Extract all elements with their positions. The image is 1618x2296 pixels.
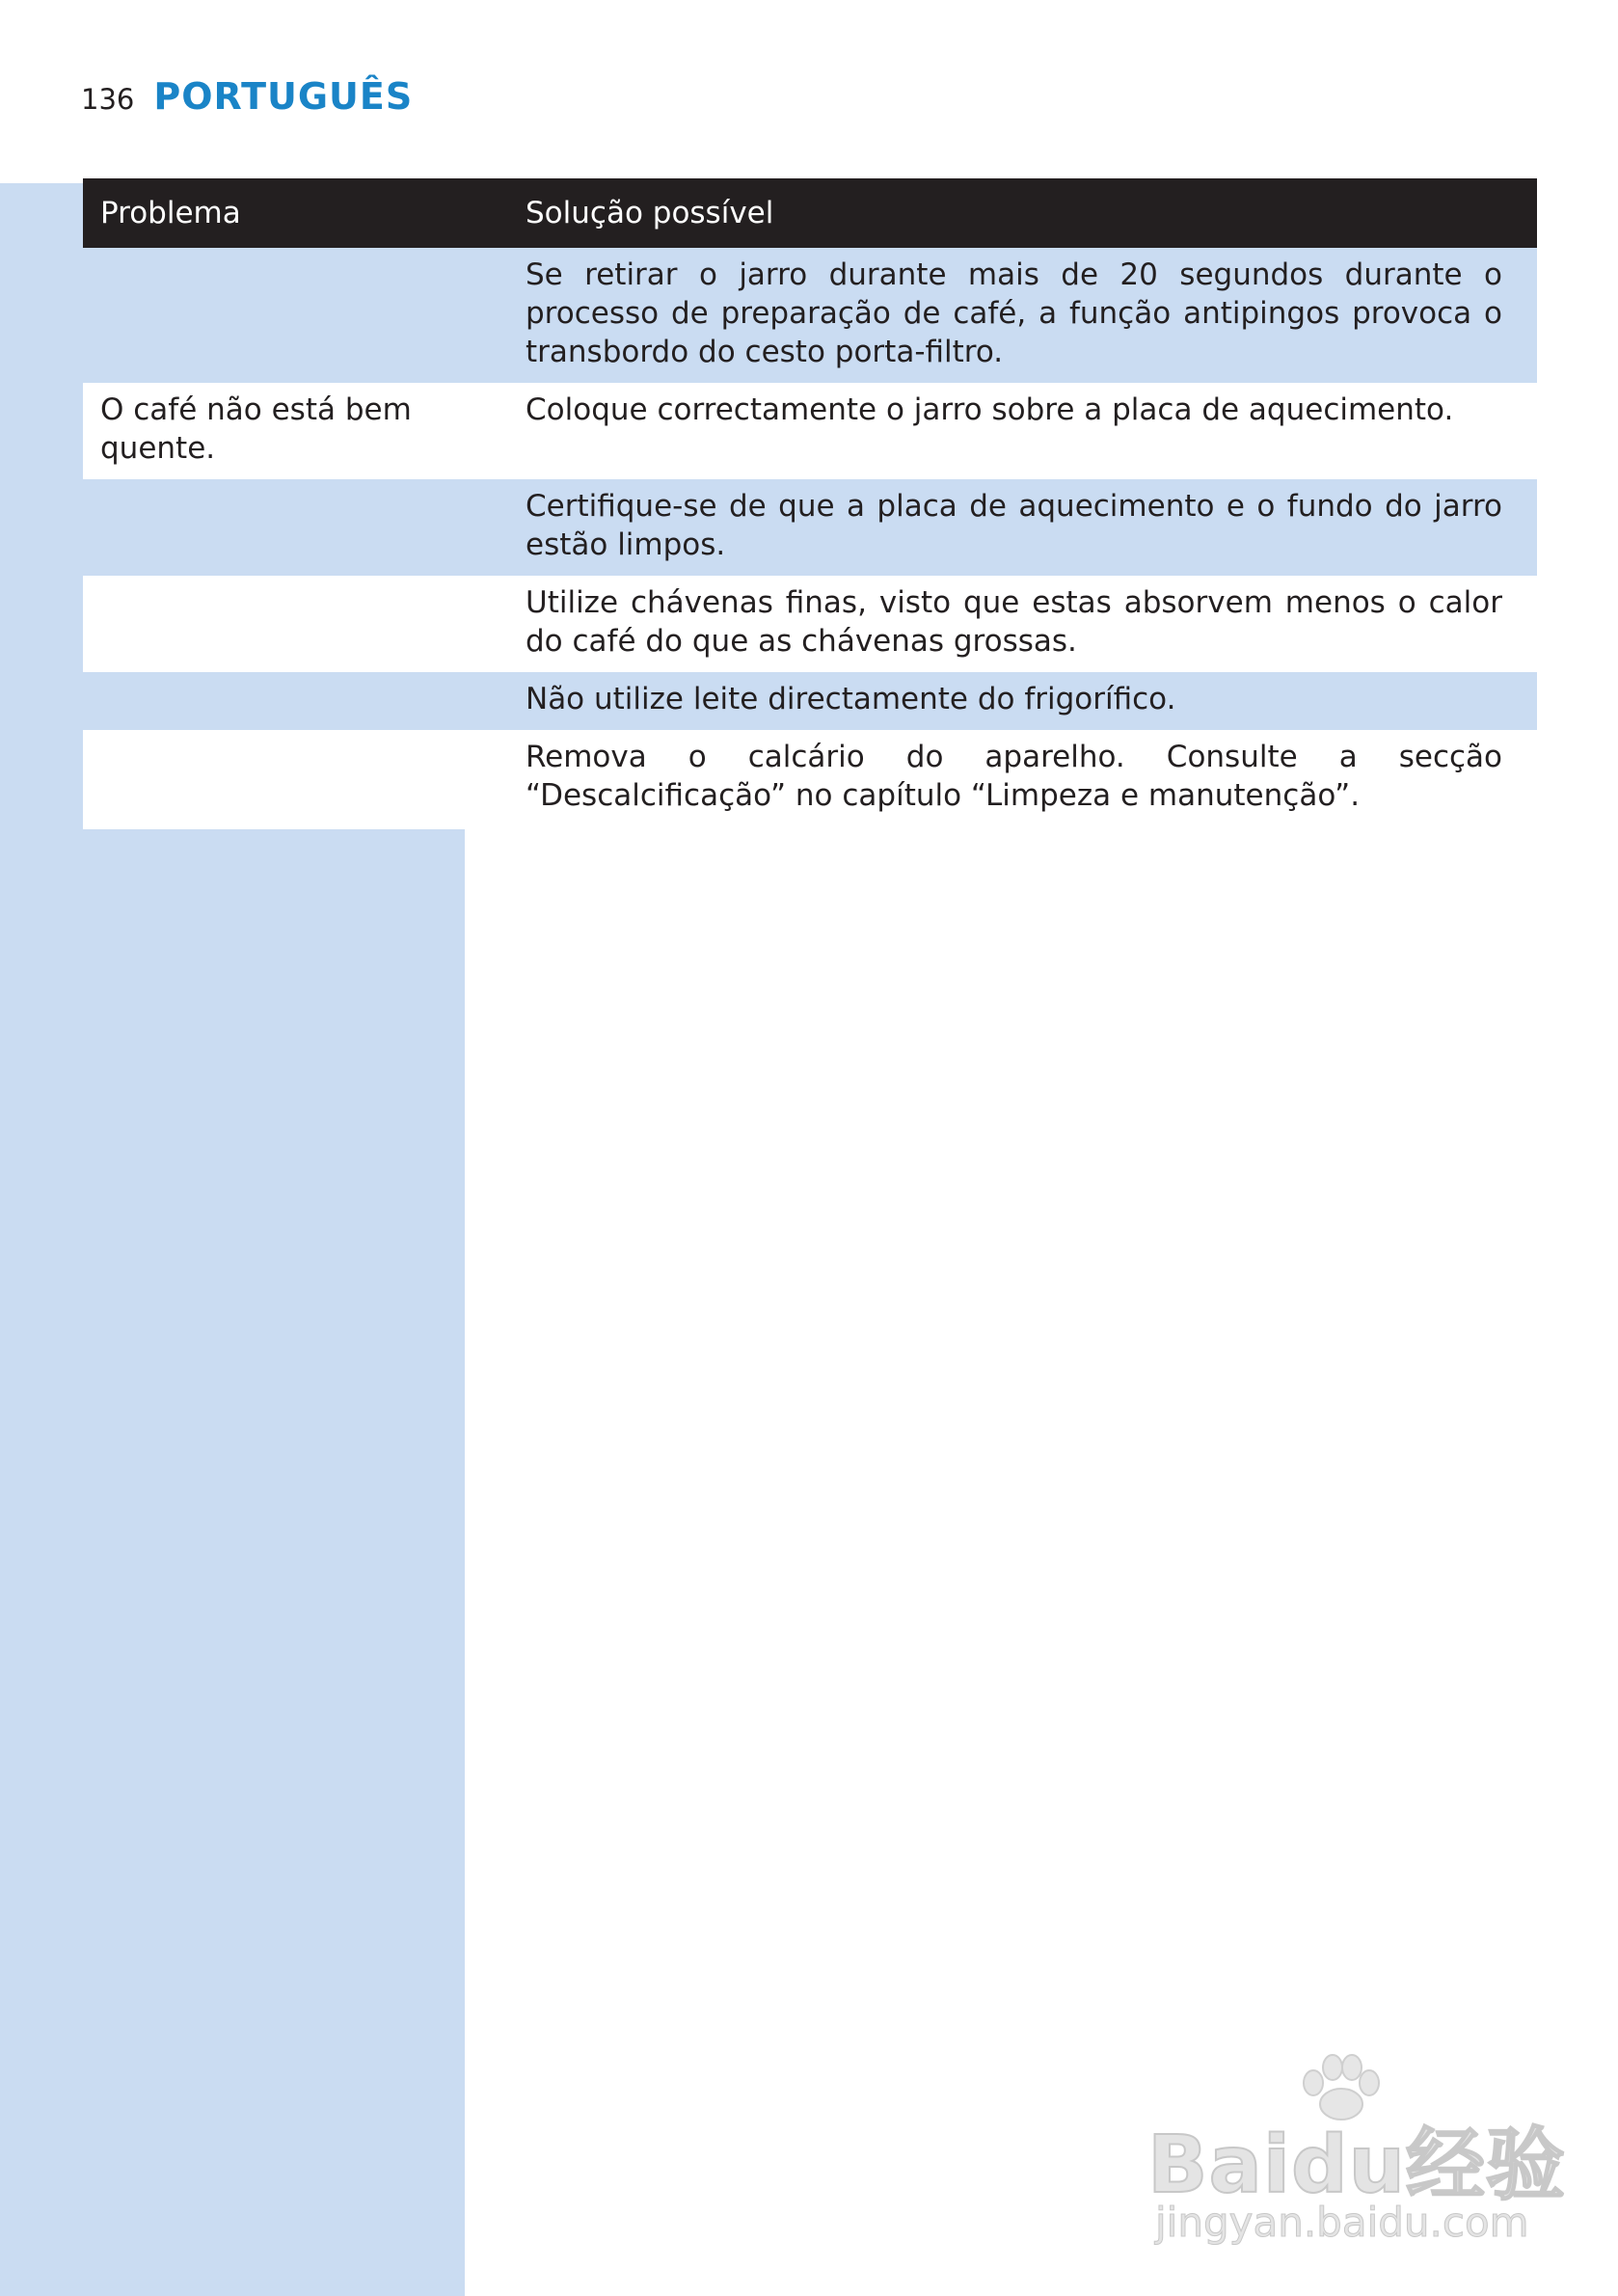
table-row: [83, 576, 1537, 672]
page-header: [81, 75, 413, 133]
table-row: [83, 730, 1537, 829]
column-header-solution: Solução possível: [508, 178, 1537, 248]
watermark-logo: Baidu经验: [1147, 2120, 1567, 2211]
solution-cell: Remova o calcário do aparelho. Consulte a secção “Descalcificação” no capítulo “Limpeza e manutenção”.: [508, 730, 1537, 829]
problem-cell: [83, 576, 508, 672]
problem-cell: [83, 479, 508, 576]
table-row: [83, 383, 1537, 479]
problem-cell: [83, 248, 508, 383]
table-row: [83, 248, 1537, 383]
section-title: PORTUGUÊS: [153, 75, 414, 118]
solution-cell: Certifique-se de que a placa de aquecimento e o fundo do jarro estão limpos.: [508, 479, 1537, 576]
solution-cell: Não utilize leite directamente do frigorífico.: [508, 672, 1537, 730]
solution-cell: Coloque correctamente o jarro sobre a placa de aquecimento.: [508, 383, 1537, 479]
watermark-url: jingyan.baidu.com: [1155, 2199, 1529, 2246]
problem-cell: [83, 730, 508, 829]
column-header-problem: Problema: [83, 178, 508, 248]
table-row: [83, 479, 1537, 576]
page-number: 136: [81, 83, 135, 116]
table-header-row: [83, 178, 1537, 248]
problem-cell: [83, 672, 508, 730]
solution-cell: Se retirar o jarro durante mais de 20 segundos durante o processo de preparação de café, a função antipingos provoca o transbordo do cesto porta-filtro.: [508, 248, 1537, 383]
baidu-watermark: [1147, 2054, 1567, 2247]
problem-cell: O café não está bem quente.: [83, 383, 508, 479]
troubleshooting-table: [83, 178, 1537, 829]
table: [83, 178, 1537, 829]
table-row: [83, 672, 1537, 730]
solution-cell: Utilize chávenas finas, visto que estas absorvem menos o calor do café do que as chávenas grossas.: [508, 576, 1537, 672]
